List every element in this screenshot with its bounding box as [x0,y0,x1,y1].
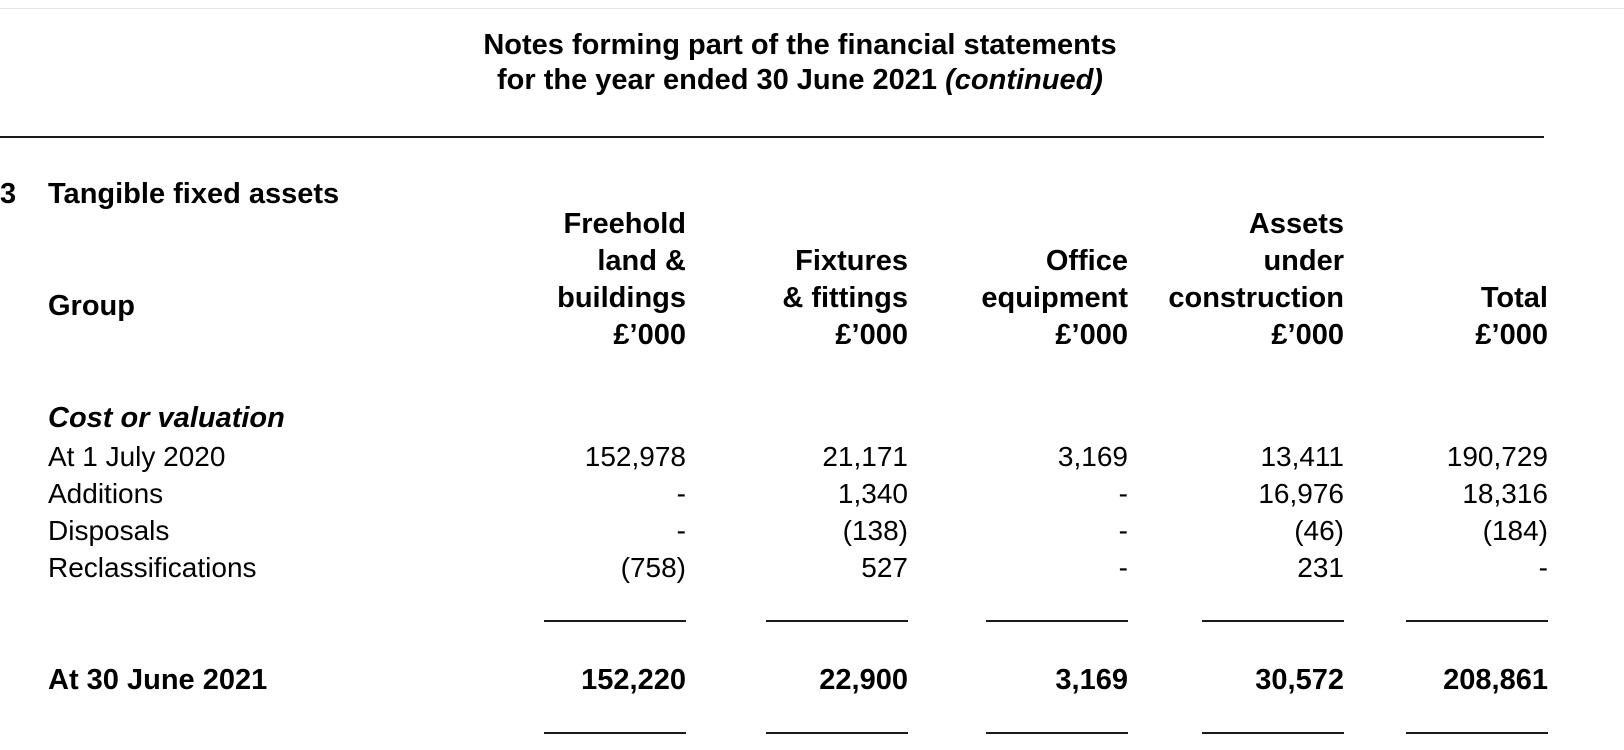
heading-line-2 [300,63,1300,98]
subtotal-underline [1202,620,1344,622]
table-cell: (184) [1482,515,1548,546]
table-cell: 13,411 [1260,441,1344,472]
subtotal-underline [986,620,1128,622]
total-cell: 208,861 [1443,664,1548,696]
table-cell: 16,976 [1258,478,1344,509]
total-cell: 30,572 [1255,664,1344,696]
total-cell: 152,220 [581,664,686,696]
heading-line-2-main: for the year ended 30 June 2021 [497,64,946,96]
note-number: 3 [0,178,17,210]
table-cell: - [1538,552,1548,583]
total-underline [1202,732,1344,734]
table-cell: - [1118,478,1128,509]
top-edge-line [0,8,1624,9]
table-cell: - [1118,552,1128,583]
table-cell: (46) [1294,515,1344,546]
column-header-total: Total £’000 [1475,282,1548,351]
heading-line-1: Notes forming part of the financial statements [483,29,1117,61]
statement-heading [300,28,1300,98]
column-header-office-equipment: Office equipment £’000 [981,245,1128,351]
subtotal-underline [1406,620,1548,622]
column-header-assets-under-construction: Assets under construction £’000 [1168,208,1344,351]
column-header-freehold: Freehold land & buildings £’000 [557,208,686,351]
table-cell: - [676,515,686,546]
heading-continued: (continued) [945,64,1103,96]
row-label-at-30-june-2021: At 30 June 2021 [48,664,268,696]
table-cell: - [1118,515,1128,546]
subtotal-underline [544,620,686,622]
column-header-fixtures: Fixtures & fittings £’000 [782,245,908,351]
table-cell: 18,316 [1462,478,1548,509]
group-label: Group [48,290,135,322]
table-cell: - [676,478,686,509]
table-cell: 21,171 [822,441,908,472]
total-cell: 3,169 [1055,664,1128,696]
table-cell: 190,729 [1446,441,1548,472]
total-underline [544,732,686,734]
total-cell: 22,900 [819,664,908,696]
total-underline [986,732,1128,734]
subtotal-underline [766,620,908,622]
heading-divider [0,136,1544,138]
row-label-at-1-july-2020: At 1 July 2020 [48,441,226,472]
row-label-reclassifications: Reclassifications [48,552,257,583]
table-cell: 231 [1297,552,1344,583]
table-cell: 1,340 [837,478,908,509]
table-cell: 527 [861,552,908,583]
table-cell: (138) [842,515,908,546]
row-label-disposals: Disposals [48,515,170,546]
table-cell: 3,169 [1057,441,1128,472]
note-title: Tangible fixed assets [48,178,340,210]
row-label-additions: Additions [48,478,164,509]
total-underline [766,732,908,734]
section-label-cost-or-valuation: Cost or valuation [48,402,285,434]
total-underline [1406,732,1548,734]
table-cell: (758) [620,552,686,583]
table-cell: 152,978 [584,441,686,472]
